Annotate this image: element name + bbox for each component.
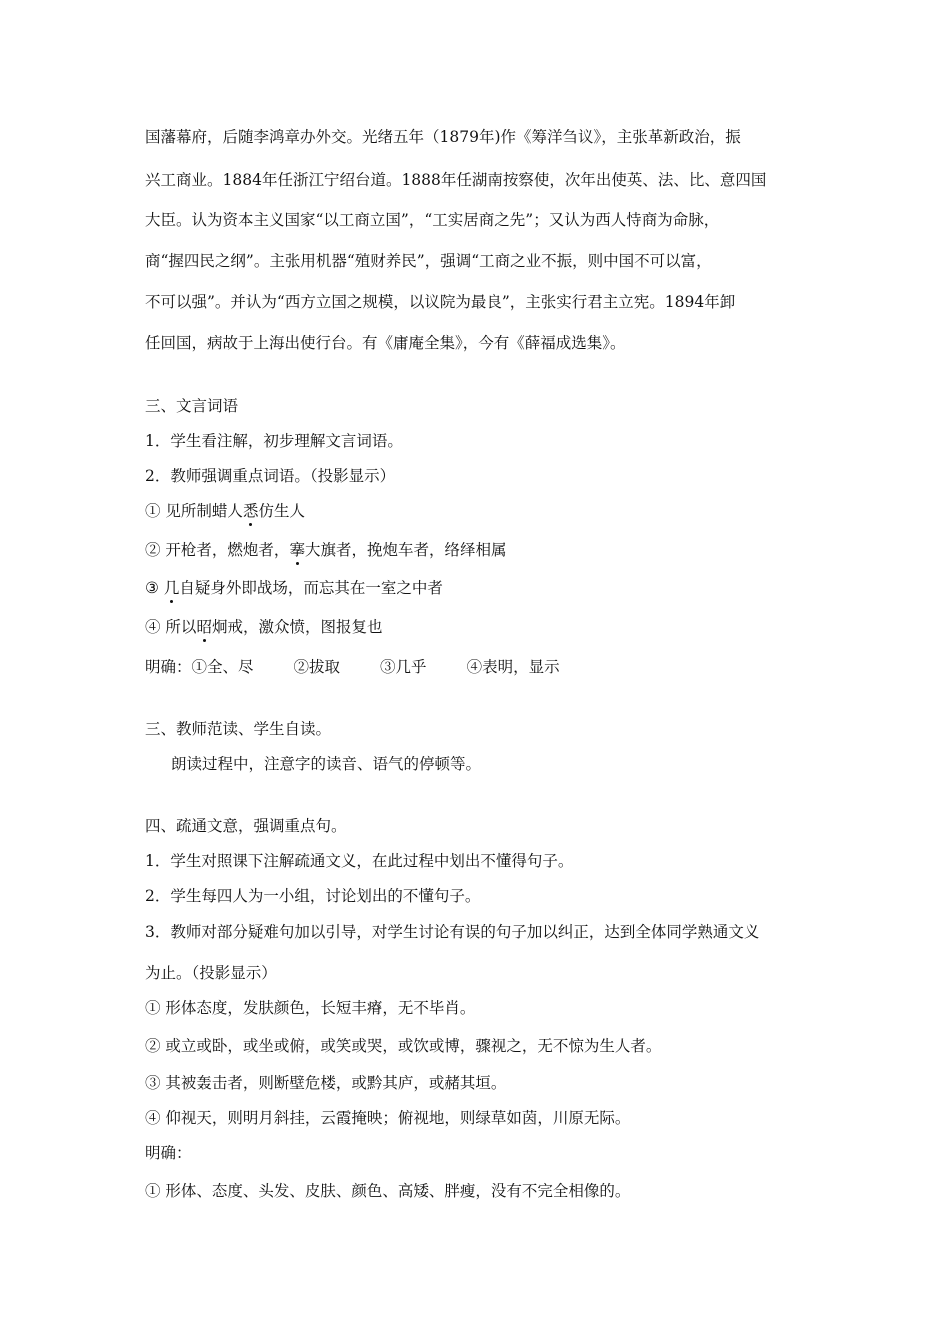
emphasis-char: 搴: [289, 541, 305, 559]
meaning-answer-label: 明确：: [145, 1144, 192, 1162]
section-title-reading: 三、教师范读、学生自读。: [145, 720, 332, 738]
sentence-4: ④ 仰视天，则明月斜挂，云霞掩映；俯视地，则绿草如茵，川原无际。: [145, 1109, 631, 1127]
sentence-1: ① 形体态度，发肤颜色，长短丰瘠，无不毕肖。: [145, 999, 476, 1017]
section-title-meaning: 四、疏通文意，强调重点句。: [145, 817, 347, 835]
answer-4: ④表明，显示: [466, 658, 560, 676]
sentence-2: ② 或立或卧，或坐或俯，或笑或哭，或饮或博，骤视之，无不惊为生人者。: [145, 1037, 662, 1055]
vocab-item-4: ④ 所以昭炯戒，激众愤，图报复也: [145, 618, 383, 636]
emphasis-char: 昭: [196, 618, 212, 636]
answer-3: ③几乎: [380, 658, 427, 676]
answer-2: ②拔取: [293, 658, 341, 676]
reading-body: 朗读过程中，注意字的读音、语气的停顿等。: [171, 755, 482, 773]
meaning-step-1: 1．学生对照课下注解疏通文义，在此过程中划出不懂得句子。: [145, 852, 574, 870]
answer-1: ①全、尽: [191, 658, 254, 676]
vocab-item-3: ③ 几自疑身外即战场，而忘其在一室之中者: [145, 579, 443, 597]
vocab-item-2: ② 开枪者，燃炮者，搴大旗者，挽炮车者，络绎相属: [145, 541, 507, 559]
bio-line-3: 大臣。认为资本主义国家“以工商立国”，“工实居商之先”；又认为西人恃商为命脉，: [145, 211, 720, 229]
vocab-answers: [145, 657, 560, 677]
bio-line-2: 兴工商业。1884年任浙江宁绍台道。1888年任湖南按察使，次年出使英、法、比、意四国: [145, 171, 767, 189]
answer-label: 明确：: [145, 658, 192, 676]
vocab-step-1: 1．学生看注解，初步理解文言词语。: [145, 432, 403, 450]
bio-line-4: 商“握四民之纲”。主张用机器“殖财养民”，强调“工商之业不振，则中国不可以富，: [145, 252, 712, 270]
vocab-item-1: ① 见所制蜡人悉仿生人: [145, 502, 305, 520]
meaning-answer-1: ① 形体、态度、头发、皮肤、颜色、高矮、胖瘦，没有不完全相像的。: [145, 1182, 631, 1200]
bio-line-1: 国藩幕府，后随李鸿章办外交。光绪五年（1879年)作《筹洋刍议》，主张革新政治，振: [145, 128, 741, 146]
sentence-3: ③ 其被轰击者，则断壁危楼，或黔其庐，或赭其垣。: [145, 1074, 507, 1092]
meaning-step-2: 2．学生每四人为一小组，讨论划出的不懂句子。: [145, 887, 481, 905]
bio-line-5: 不可以强”。并认为“西方立国之规模，以议院为最良”，主张实行君主立宪。1894年卸: [145, 293, 736, 311]
bio-line-6: 任回国，病故于上海出使行台。有《庸庵全集》，今有《薛福成选集》。: [145, 334, 626, 352]
meaning-step-3: 3．教师对部分疑难句加以引导，对学生讨论有误的句子加以纠正，达到全体同学熟通文义: [145, 923, 760, 941]
vocab-step-2: 2．教师强调重点词语。（投影显示）: [145, 467, 396, 485]
emphasis-char: 几: [163, 579, 180, 597]
emphasis-char: 悉: [242, 502, 259, 520]
meaning-step-3-cont: 为止。（投影显示）: [145, 964, 277, 982]
section-title-vocab: 三、文言词语: [145, 397, 239, 415]
